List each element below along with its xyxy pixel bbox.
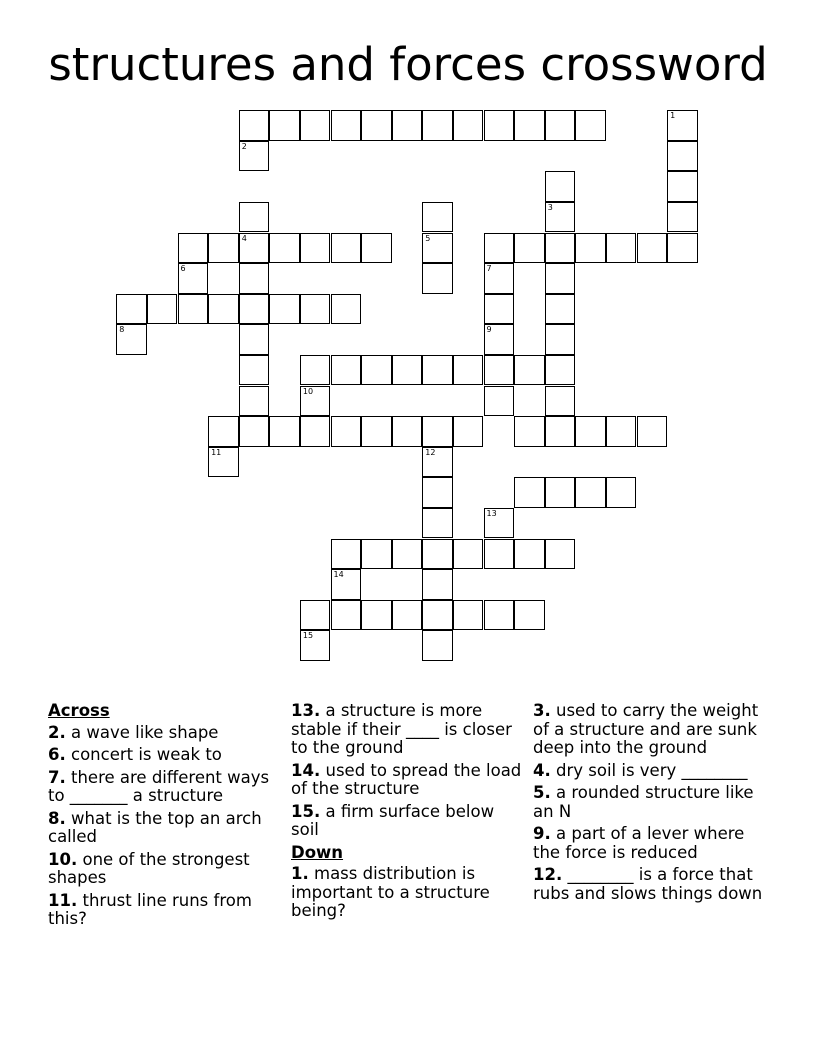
grid-cell[interactable] [514, 416, 545, 447]
grid-cell[interactable] [331, 539, 362, 570]
grid-cell[interactable] [300, 110, 331, 141]
clue-number-label: 10. [48, 849, 78, 869]
clue-number: 4 [241, 233, 247, 243]
grid-cell[interactable] [422, 539, 453, 570]
clue-number: 11 [211, 447, 222, 457]
clue-text: a structure is more stable if their ____ is closer to the ground [291, 701, 512, 757]
grid-cell[interactable] [484, 233, 515, 264]
clue-text: a part of a lever where the force is reduced [533, 824, 745, 862]
grid-cell[interactable] [575, 233, 606, 264]
grid-cell[interactable] [269, 233, 300, 264]
grid-cell[interactable] [637, 233, 668, 264]
clue-number-label: 15. [291, 801, 321, 821]
grid-cell[interactable] [239, 386, 270, 417]
grid-cell[interactable] [239, 110, 270, 141]
grid-cell[interactable] [178, 294, 209, 325]
grid-cell[interactable] [575, 416, 606, 447]
clue-number-label: 2. [48, 722, 66, 742]
clue-text: there are different ways to _______ a structure [48, 767, 270, 805]
grid-cell[interactable] [178, 233, 209, 264]
grid-cell[interactable] [484, 600, 515, 631]
grid-cell[interactable] [422, 569, 453, 600]
grid-cell[interactable] [269, 416, 300, 447]
grid-cell[interactable] [545, 263, 576, 294]
grid-cell[interactable] [239, 141, 270, 172]
grid-cell[interactable] [239, 233, 270, 264]
grid-cell[interactable] [331, 110, 362, 141]
grid-cell[interactable] [545, 233, 576, 264]
clue-number: 15 [302, 631, 314, 641]
clue-number: 2 [241, 141, 247, 151]
grid-cell[interactable] [667, 141, 698, 172]
clue-text: dry soil is very ________ [556, 760, 748, 780]
grid-cell[interactable] [453, 355, 484, 386]
grid-cell[interactable] [484, 508, 515, 539]
clue [48, 746, 280, 765]
clue [48, 892, 280, 929]
grid-cell[interactable] [361, 233, 392, 264]
grid-cell[interactable] [269, 110, 300, 141]
clues-column-2 [291, 702, 523, 925]
clue-number: 8 [119, 325, 125, 335]
clue-number: 12 [425, 447, 436, 457]
grid-cell[interactable] [422, 233, 453, 264]
clue [291, 803, 523, 840]
clue [48, 769, 280, 806]
clue-number-label: 11. [48, 890, 78, 910]
clue [48, 851, 280, 888]
clue [291, 762, 523, 799]
grid-cell[interactable] [545, 324, 576, 355]
grid-cell[interactable] [514, 477, 545, 508]
grid-cell[interactable] [116, 294, 147, 325]
grid-cell[interactable] [545, 355, 576, 386]
down-heading: Down [291, 842, 344, 862]
grid-cell[interactable] [239, 324, 270, 355]
clue-number: 13 [486, 508, 497, 518]
clue-text: a wave like shape [71, 722, 219, 742]
clue-text: one of the strongest shapes [48, 849, 250, 887]
clue-number-label: 6. [48, 745, 66, 764]
grid-cell[interactable] [392, 416, 423, 447]
grid-cell[interactable] [606, 233, 637, 264]
across-clue-list-continued [291, 702, 523, 840]
clue [533, 702, 765, 758]
clue [533, 825, 765, 862]
clue-text: thrust line runs from this? [48, 890, 252, 928]
grid-cell[interactable] [484, 294, 515, 325]
grid-cell[interactable] [361, 355, 392, 386]
clue-number-label: 12. [533, 865, 563, 884]
grid-cell[interactable] [422, 447, 453, 478]
grid-cell[interactable] [422, 508, 453, 539]
grid-cell[interactable] [514, 110, 545, 141]
clue-text: mass distribution is important to a structure being? [291, 864, 490, 920]
grid-cell[interactable] [606, 416, 637, 447]
clue-number-label: 1. [291, 864, 309, 883]
clue [533, 762, 765, 781]
across-clue-list [48, 724, 280, 929]
clue-text: a rounded structure like an N [533, 783, 754, 821]
clue-text: used to carry the weight of a structure and are sunk deep into the ground [533, 701, 759, 757]
grid-cell[interactable] [300, 294, 331, 325]
grid-cell[interactable] [300, 416, 331, 447]
grid-cell[interactable] [545, 477, 576, 508]
grid-cell[interactable] [545, 171, 576, 202]
grid-cell[interactable] [545, 294, 576, 325]
clue [533, 784, 765, 821]
clue-text: a firm surface below soil [291, 801, 495, 839]
clues-column-1 [48, 702, 280, 933]
grid-cell[interactable] [514, 355, 545, 386]
grid-cell[interactable] [453, 416, 484, 447]
clue-number: 3 [547, 202, 553, 212]
clue-text: concert is weak to [71, 745, 222, 764]
grid-cell[interactable] [208, 233, 239, 264]
grid-cell[interactable] [545, 386, 576, 417]
grid-cell[interactable] [514, 539, 545, 570]
grid-cell[interactable] [239, 416, 270, 447]
clue [533, 866, 765, 903]
grid-cell[interactable] [484, 324, 515, 355]
grid-cell[interactable] [667, 202, 698, 233]
grid-cell[interactable] [147, 294, 178, 325]
grid-cell[interactable] [239, 355, 270, 386]
grid-cell[interactable] [300, 355, 331, 386]
clue-number-label: 9. [533, 824, 551, 843]
puzzle-title: structures and forces crossword [48, 38, 768, 91]
grid-cell[interactable] [667, 110, 698, 141]
grid-cell[interactable] [484, 355, 515, 386]
grid-cell[interactable] [422, 202, 453, 233]
across-heading: Across [48, 701, 110, 720]
grid-cell[interactable] [208, 294, 239, 325]
grid-cell[interactable] [392, 355, 423, 386]
grid-cell[interactable] [606, 477, 637, 508]
grid-cell[interactable] [361, 110, 392, 141]
clue-text: what is the top an arch called [48, 808, 262, 846]
clue-number-label: 14. [291, 760, 321, 780]
clue-number-label: 13. [291, 701, 321, 720]
grid-cell[interactable] [667, 233, 698, 264]
clue-number-label: 4. [533, 760, 551, 780]
clue [48, 810, 280, 847]
grid-cell[interactable] [331, 569, 362, 600]
clue-number-label: 3. [533, 701, 551, 720]
grid-cell[interactable] [331, 355, 362, 386]
clue-number-label: 7. [48, 767, 66, 787]
grid-cell[interactable] [361, 416, 392, 447]
grid-cell[interactable] [545, 110, 576, 141]
grid-cell[interactable] [361, 539, 392, 570]
grid-cell[interactable] [300, 233, 331, 264]
grid-cell[interactable] [575, 477, 606, 508]
grid-cell[interactable] [484, 386, 515, 417]
grid-cell[interactable] [392, 539, 423, 570]
grid-cell[interactable] [239, 263, 270, 294]
grid-cell[interactable] [667, 171, 698, 202]
grid-cell[interactable] [422, 416, 453, 447]
grid-cell[interactable] [300, 386, 331, 417]
clue-number-label: 5. [533, 783, 551, 802]
clue-text: ________ is a force that rubs and slows things down [533, 865, 763, 903]
grid-cell[interactable] [178, 263, 209, 294]
grid-cell[interactable] [575, 110, 606, 141]
grid-cell[interactable] [239, 294, 270, 325]
grid-cell[interactable] [637, 416, 668, 447]
clue-number: 5 [425, 233, 431, 243]
grid-cell[interactable] [422, 477, 453, 508]
clue-number: 14 [333, 570, 344, 580]
grid-cell[interactable] [484, 539, 515, 570]
down-clue-list-continued [533, 702, 765, 903]
grid-cell[interactable] [300, 600, 331, 631]
grid-cell[interactable] [422, 600, 453, 631]
grid-cell[interactable] [392, 110, 423, 141]
grid-cell[interactable] [269, 294, 300, 325]
grid-cell[interactable] [453, 600, 484, 631]
grid-cell[interactable] [484, 263, 515, 294]
clue [291, 865, 523, 921]
grid-cell[interactable] [300, 630, 331, 661]
grid-cell[interactable] [514, 233, 545, 264]
grid-cell[interactable] [545, 416, 576, 447]
clues-column-3 [533, 702, 765, 907]
grid-cell[interactable] [545, 202, 576, 233]
grid-cell[interactable] [392, 600, 423, 631]
grid-cell[interactable] [484, 110, 515, 141]
grid-cell[interactable] [545, 539, 576, 570]
grid-cell[interactable] [208, 416, 239, 447]
clue-number-label: 8. [48, 808, 66, 828]
clue [291, 702, 523, 758]
grid-cell[interactable] [453, 110, 484, 141]
grid-cell[interactable] [116, 324, 147, 355]
down-clue-list [291, 865, 523, 921]
grid-cell[interactable] [331, 416, 362, 447]
clue-number: 6 [180, 264, 186, 274]
clue-text: used to spread the load of the structure [291, 760, 522, 798]
clue-number: 9 [486, 325, 492, 335]
grid-cell[interactable] [453, 539, 484, 570]
grid-cell[interactable] [514, 600, 545, 631]
grid-cell[interactable] [239, 202, 270, 233]
grid-cell[interactable] [331, 233, 362, 264]
clue-number: 10 [302, 386, 314, 396]
grid-cell[interactable] [422, 110, 453, 141]
grid-cell[interactable] [331, 600, 362, 631]
grid-cell[interactable] [361, 600, 392, 631]
grid-cell[interactable] [208, 447, 239, 478]
grid-cell[interactable] [422, 355, 453, 386]
grid-cell[interactable] [422, 630, 453, 661]
clue [48, 724, 280, 743]
grid-cell[interactable] [331, 294, 362, 325]
grid-cell[interactable] [422, 263, 453, 294]
clue-number: 1 [670, 111, 676, 121]
clue-number: 7 [486, 264, 492, 274]
